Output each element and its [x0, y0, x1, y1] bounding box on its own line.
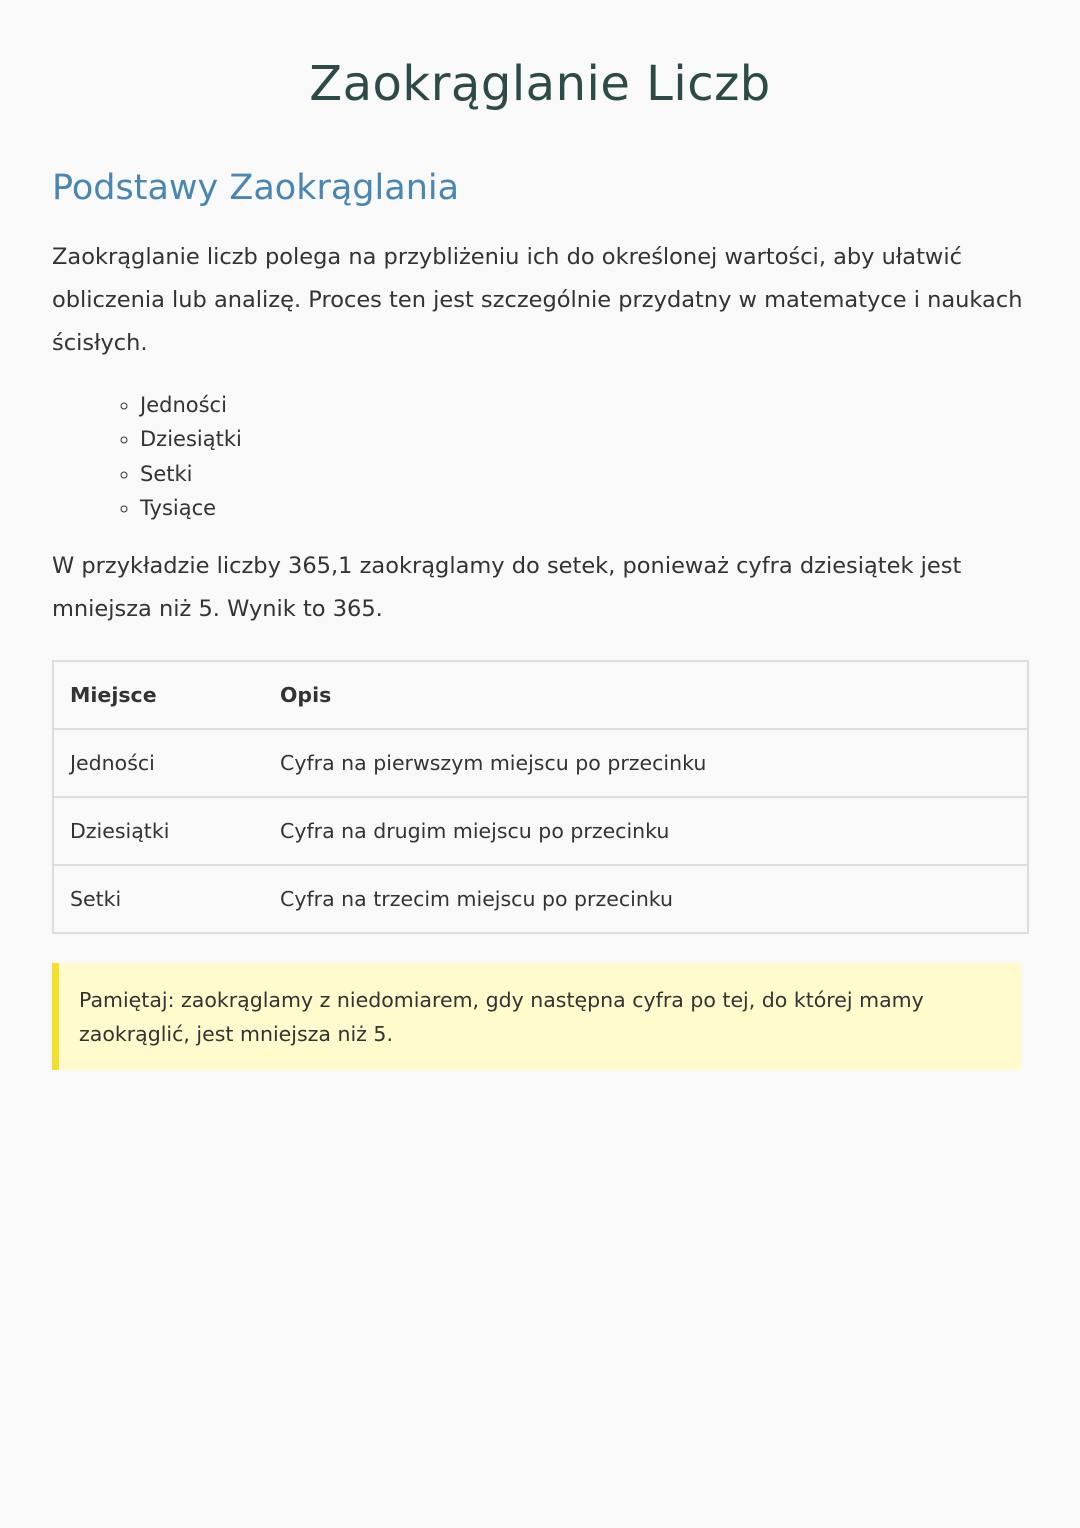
note-callout — [52, 963, 1021, 1070]
table-row — [53, 865, 1028, 933]
page-title: Zaokrąglanie Liczb — [309, 56, 771, 112]
places-table — [52, 660, 1029, 934]
table-cell: Dziesiątki — [53, 797, 264, 865]
table-cell: Cyfra na drugim miejscu po przecinku — [264, 797, 1028, 865]
list-item: ◦ Dziesiątki — [140, 422, 242, 456]
table-cell: Cyfra na trzecim miejscu po przecinku — [264, 865, 1028, 933]
intro-paragraph: Zaokrąglanie liczb polega na przybliżeniu ich do określonej wartości, aby ułatwić obliczenia lub analizę. Proces ten jest szczególnie przydatny w matematyce i naukach ścisłych. — [52, 244, 1023, 356]
note-text: Pamiętaj: zaokrąglamy z niedomiarem, gdy następna cyfra po tej, do której mamy zaokrąglić, jest mniejsza niż 5. — [79, 988, 924, 1046]
table-cell: Jedności — [53, 729, 264, 797]
list-item: ◦ Tysiące — [140, 491, 242, 525]
section-heading: Podstawy Zaokrąglania — [52, 168, 460, 208]
list-item: ◦ Setki — [140, 457, 242, 491]
list-item: ◦ Jedności — [140, 388, 242, 422]
place-list — [88, 388, 242, 525]
table-header-row — [53, 661, 1028, 729]
header-cell: Opis — [264, 661, 1028, 729]
example-paragraph: W przykładzie liczby 365,1 zaokrąglamy do setek, ponieważ cyfra dziesiątek jest mniejsza niż 5. Wynik to 365. — [52, 553, 962, 622]
header-cell: Miejsce — [53, 661, 264, 729]
table-row — [53, 797, 1028, 865]
table-cell: Cyfra na pierwszym miejscu po przecinku — [264, 729, 1028, 797]
table-cell: Setki — [53, 865, 264, 933]
table-row — [53, 729, 1028, 797]
